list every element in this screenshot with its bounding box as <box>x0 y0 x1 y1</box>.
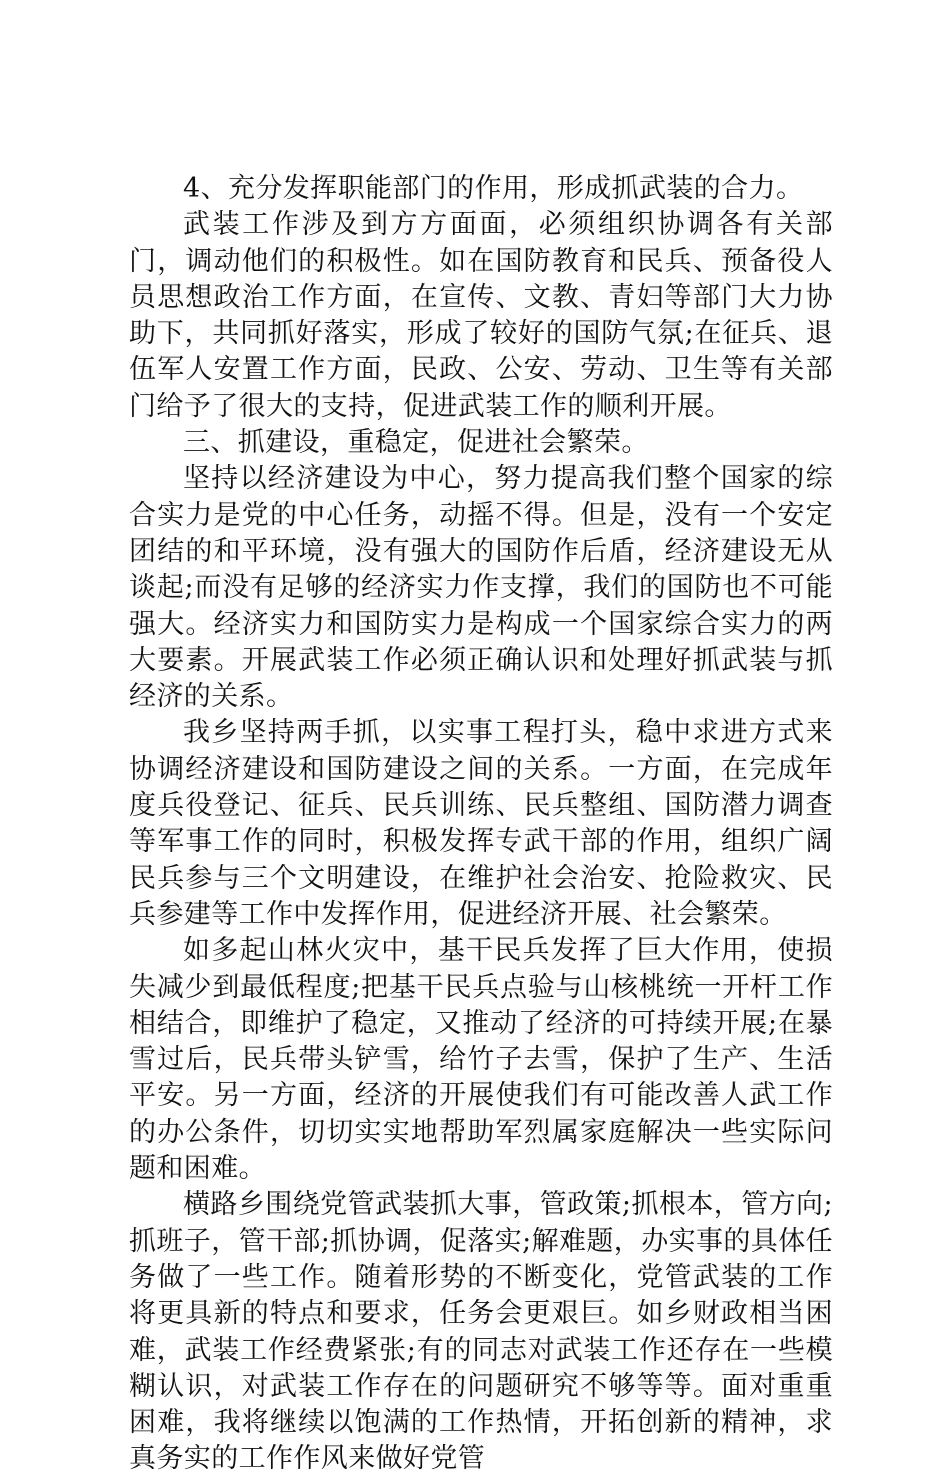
paragraph-summary: 横路乡围绕党管武装抓大事，管政策;抓根本，管方向;抓班子，管干部;抓协调，促落实;解难题，办实事的具体任务做了一些工作。随着形势的不断变化，党管武装的工作将更具新的特点和要求，任务会更艰巨。如乡财政相当困难，武装工作经费紧张;有的同志对武装工作还存在一些模糊认识，对武装工作存在的问题研究不够等等。面对重重困难，我将继续以饱满的工作热情，开拓创新的精神，求真务实的工作作风来做好党管 <box>129 1189 833 1475</box>
paragraph-economic-center: 坚持以经济建设为中心，努力提高我们整个国家的综合实力是党的中心任务，动摇不得。但是，没有一个安定团结的和平环境，没有强大的国防作后盾，经济建设无从谈起;而没有足够的经济实力作支撑，我们的国防也不可能强大。经济实力和国防实力是构成一个国家综合实力的两大要素。开展武装工作必须正确认识和处理好抓武装与抓经济的关系。 <box>129 463 833 713</box>
paragraph-two-hands: 我乡坚持两手抓，以实事工程打头，稳中求进方式来协调经济建设和国防建设之间的关系。一方面，在完成年度兵役登记、征兵、民兵训练、民兵整组、国防潜力调查等军事工作的同时，积极发挥专武干部的作用，组织广阔民兵参与三个文明建设，在维护社会治安、抢险救灾、民兵参建等工作中发挥作用，促进经济开展、社会繁荣。 <box>129 717 833 930</box>
paragraph-coordination: 武装工作涉及到方方面面，必须组织协调各有关部门，调动他们的积极性。如在国防教育和民兵、预备役人员思想政治工作方面，在宣传、文教、青妇等部门大力协助下，共同抓好落实，形成了较好的国防气氛;在征兵、退伍军人安置工作方面，民政、公安、劳动、卫生等有关部门给予了很大的支持，促进武装工作的顺利开展。 <box>129 209 833 422</box>
paragraph-section-3-heading: 三、抓建设，重稳定，促进社会繁荣。 <box>183 427 649 459</box>
paragraph-examples: 如多起山林火灾中，基干民兵发挥了巨大作用，使损失减少到最低程度;把基干民兵点验与山核桃统一开杆工作相结合，即维护了稳定，又推动了经济的可持续开展;在暴雪过后，民兵带头铲雪，给竹子去雪，保护了生产、生活平安。另一方面，经济的开展使我们有可能改善人武工作的办公条件，切切实实地帮助军烈属家庭解决一些实际问题和困难。 <box>129 935 833 1185</box>
paragraph-section-4-heading: 4、充分发挥职能部门的作用，形成抓武装的合力。 <box>183 173 804 204</box>
body-text <box>129 171 833 1478</box>
